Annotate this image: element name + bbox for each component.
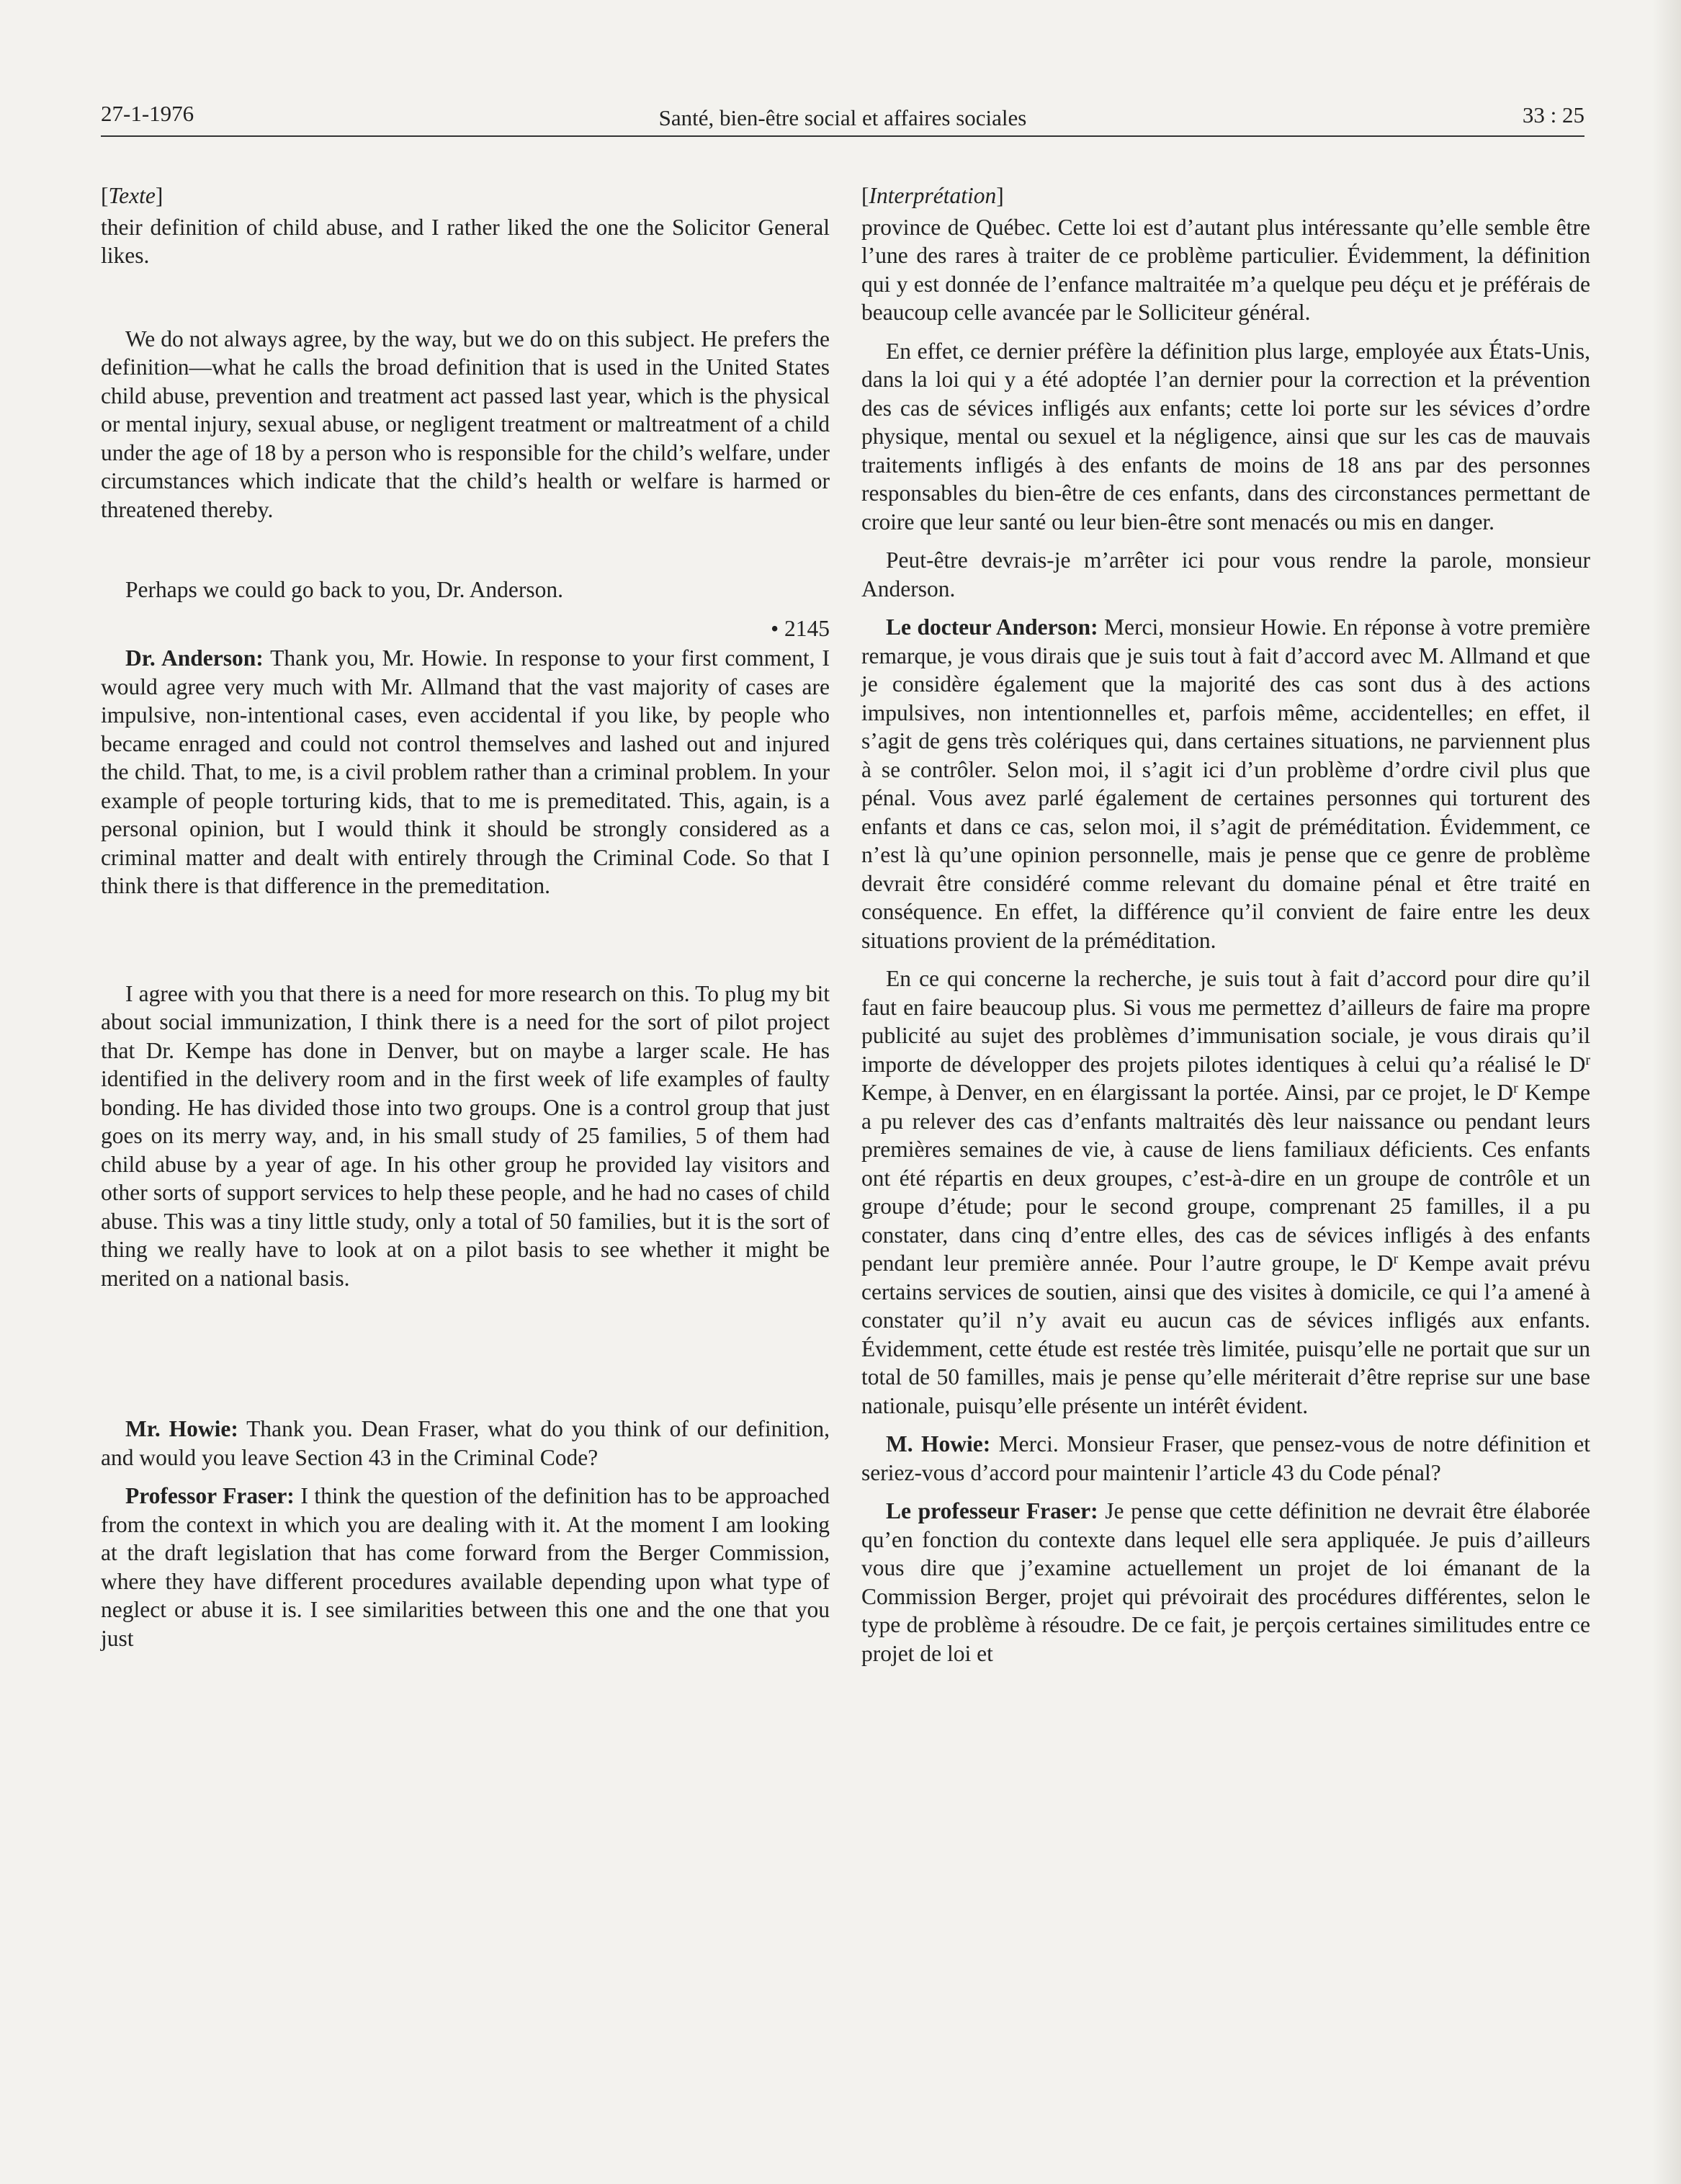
- speaker-name: Professor Fraser:: [125, 1483, 295, 1508]
- paragraph: Professor Fraser: I think the question of the definition has to be approached from the context in which you are dealing with it. At the moment I am looking at the draft legislation that has come forward from the Berger Commission, where they have different procedures available depending upon what type of neglect or abuse it is. I see similarities between this one and the one that you just: [101, 1483, 830, 1651]
- paragraph: Mr. Howie: Thank you. Dean Fraser, what do you think of our definition, and would you leave Section 43 in the Criminal Code?: [101, 1416, 830, 1470]
- section-label-interpretation: [Interprétation]: [861, 183, 1004, 208]
- speaker-name: M. Howie:: [886, 1431, 991, 1456]
- section-label-texte: [Texte]: [101, 183, 163, 208]
- speaker-name: Mr. Howie:: [125, 1416, 238, 1441]
- page-header: [101, 95, 1584, 137]
- paragraph: M. Howie: Merci. Monsieur Fraser, que pensez-vous de notre définition et seriez-vous d’accord pour maintenir l’article 43 du Code pénal?: [861, 1431, 1590, 1485]
- speaker-name: Le professeur Fraser:: [886, 1498, 1098, 1523]
- paragraph: En effet, ce dernier préfère la définition plus large, employée aux États-Unis, dans la loi qui y a été adoptée l’an dernier pour la correction et la prévention des cas de sévices infligés aux enfants; cette loi porte sur les sévices d’ordre physique, mental ou sexuel et la négligence, ainsi que sur les cas de mauvais traitements infligés à des enfants de moins de 18 ans par des personnes responsables du bien-être de ces enfants, dans des circonstances permettant de croire que leur santé ou leur bien-être sont menacés ou mis en danger.: [861, 338, 1590, 534]
- speaker-name: Dr. Anderson:: [125, 645, 264, 671]
- time-marker: • 2145: [771, 615, 830, 641]
- english-column: [101, 182, 830, 1662]
- paragraph: We do not always agree, by the way, but we do on this subject. He prefers the definition—what he calls the broad definition that is used in the United States child abuse, prevention and treatment act passed last year, which is the physical or mental injury, sexual abuse, or negligent treatment or maltreatment of a child under the age of 18 by a person who is responsible for the child’s welfare, under circumstances which indicate that the child’s health or welfare is harmed or threatened thereby.: [101, 326, 830, 522]
- paragraph: their definition of child abuse, and I rather liked the one the Solicitor General likes.: [101, 214, 830, 268]
- french-column: [861, 182, 1590, 1678]
- page-edge: [1652, 0, 1681, 2184]
- paragraph: Le docteur Anderson: Merci, monsieur Howie. En réponse à votre première remarque, je vous dirais que je suis tout à fait d’accord avec M. Allmand et que je considère également que la majorité des cas sont dus à des actions impulsives, non intentionnelles et, parfois même, accidentelles; en effet, il s’agit de gens très colériques qui, dans certaines situations, ne parviennent plus à se contrôler. Selon moi, il s’agit ici d’un problème d’ordre civil plus que pénal. Vous avez parlé également de certaines personnes qui torturent des enfants et dans ce cas, selon moi, il s’agit de préméditation. Évidemment, ce n’est là qu’une opinion personnelle, mais je pense que ce genre de problème devrait être considéré comme relevant du domaine pénal et être traité en conséquence. En effet, la différence qu’il convient de faire entre les deux situations provient de la préméditation.: [861, 614, 1591, 953]
- paragraph: I agree with you that there is a need for more research on this. To plug my bit about social immunization, I think there is a need for the sort of pilot project that Dr. Kempe has done in Denver, but on maybe a larger scale. He has identified in the delivery room and in the first week of life examples of faulty bonding. He has divided those into two groups. One is a control group that just goes on its merry way, and, in his small study of 25 families, 5 of them had child abuse by a year of age. In his other group he provided lay visitors and other sorts of support services to help these people, and he had no cases of child abuse. This was a tiny little study, only a total of 50 families, but it is the sort of thing we really have to look at on a pilot basis to see whether it might be merited on a national basis.: [101, 980, 830, 1291]
- paragraph: Peut-être devrais-je m’arrêter ici pour vous rendre la parole, monsieur Anderson.: [861, 547, 1590, 601]
- paragraph: En ce qui concerne la recherche, je suis tout à fait d’accord pour dire qu’il faut en faire beaucoup plus. Si vous me permettez d’ailleurs de faire ma propre publicité au sujet des problèmes d’immunisation sociale, je vous dirais qu’il importe de développer des projets pilotes identiques à celui qu’a réalisé le $D^r$ Kempe, à Denver, en en élargissant la portée. Ainsi, par ce projet, le $D^r$ Kempe a pu relever des cas d’enfants maltraités dès leur naissance ou pendant leurs premières semaines de vie, à cause de liens familiaux déficients. Ces enfants ont été répartis en deux groupes, c’est-à-dire en un groupe de contrôle et un groupe d’étude; pour le second groupe, comprenant 25 familles, il a pu constater, dans cinq d’entre elles, des cas de sévices infligés à des enfants pendant leur première année. Pour l’autre groupe, le $D^r$ Kempe avait prévu certains services de soutien, ainsi que des visites à domicile, ce qui l’a amené à constater qu’il n’y avait eu aucun cas de sévices infligés aux enfants. Évidemment, cette étude est restée très limitée, puisqu’elle ne portait que sur un total de 50 familles, mais je pense qu’elle mériterait d’être reprise sur une base nationale, puisqu’elle présente un intérêt évident.: [861, 966, 1591, 1418]
- paragraph: Le professeur Fraser: Je pense que cette définition ne devrait être élaborée qu’en fonction du contexte dans lequel elle sera appliquée. Je puis d’ailleurs vous dire que j’examine actuellement un projet de loi émanant de la Commission Berger, projet qui prévoirait des procédures différentes, selon le type de problème à résoudre. De ce fait, je perçois certaines similitudes entre ce projet de loi et: [861, 1498, 1590, 1666]
- paragraph: Dr. Anderson: Thank you, Mr. Howie. In response to your first comment, I would agree very much with Mr. Allmand that the vast majority of cases are impulsive, non-intentional cases, even accidental if you like, by people who became enraged and could not control themselves and lashed out and injured the child. That, to me, is a civil problem rather than a criminal problem. In your example of people torturing kids, that to me is premeditated. This, again, is a personal opinion, but I would think it should be strongly considered as a criminal matter and dealt with entirely through the Criminal Code. So that I think there is that difference in the premeditation.: [101, 645, 830, 898]
- header-title: Santé, bien-être social et affaires sociales: [658, 105, 1027, 130]
- header-page-number: 33 : 25: [1522, 102, 1584, 127]
- speaker-name: Le docteur Anderson:: [886, 614, 1098, 640]
- header-date: 27-1-1976: [101, 101, 194, 126]
- paragraph: Perhaps we could go back to you, Dr. Anderson.: [125, 577, 564, 602]
- paragraph: province de Québec. Cette loi est d’autant plus intéressante qu’elle semble être l’une des rares à traiter de ce problème particulier. Évidemment, la définition qui y est donnée de l’enfance maltraitée m’a quelque peu déçu et je préférais de beaucoup celle avancée par le Solliciteur général.: [861, 214, 1590, 325]
